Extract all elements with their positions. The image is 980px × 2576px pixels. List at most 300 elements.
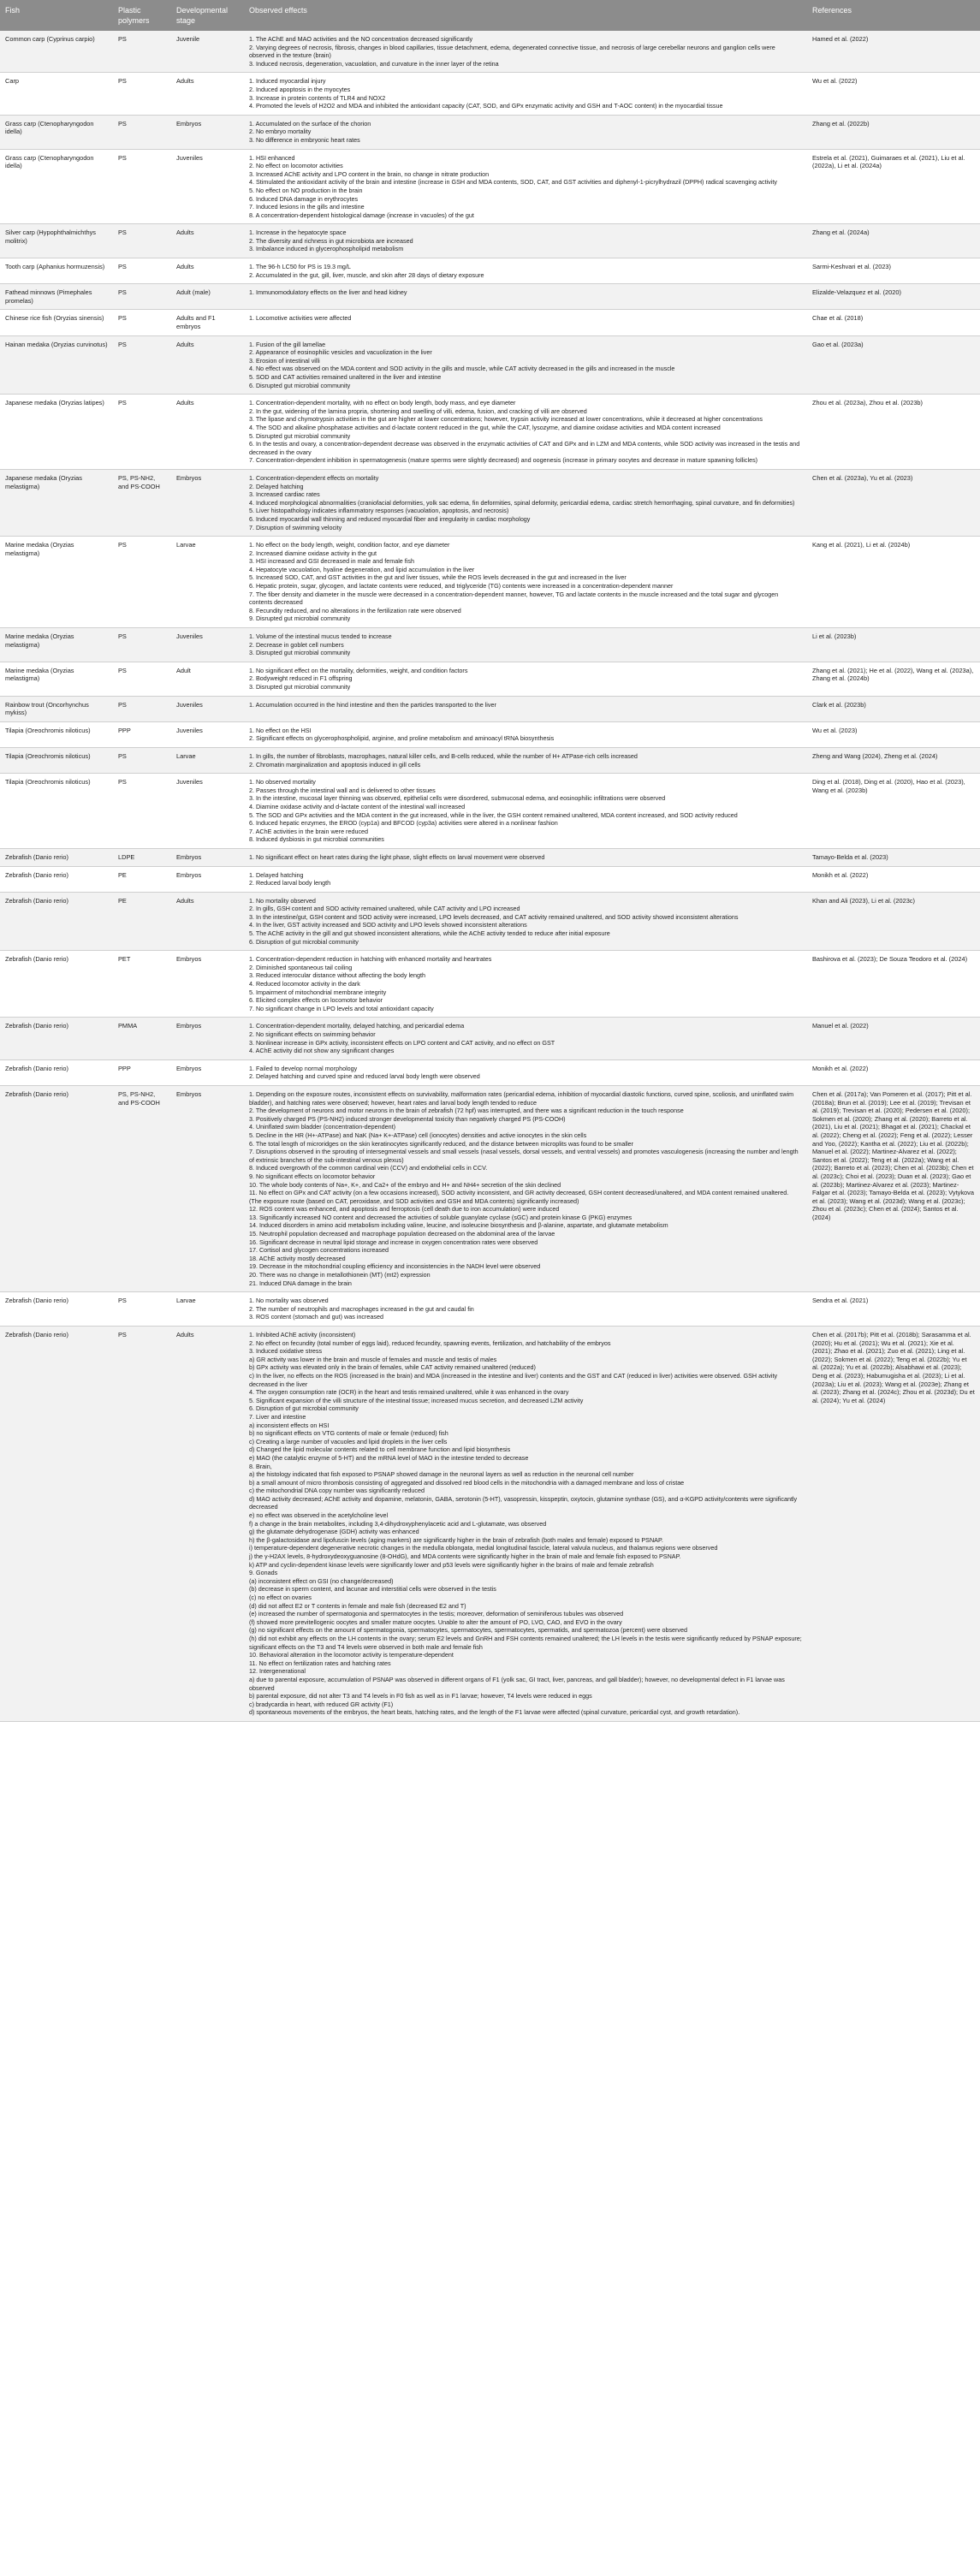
fish-cell: Hainan medaka (Oryzias curvinotus) [0,335,113,395]
stage-cell: Embryos [171,115,244,149]
effect-item: 1. No mortality observed [249,896,316,905]
effect-item: 4. In the liver, GST activity increased and SOD activity and LPO levels showed inconsistent alterations [249,921,527,929]
effect-item: 2. Increased diamine oxidase activity in the gut [249,549,377,557]
effect-item: 7. No significant change in LPO levels and total antioxidant capacity [249,1004,434,1012]
fish-cell: Rainbow trout (Oncorhynchus mykiss) [0,696,113,721]
effect-item: a) GR activity was lower in the brain and muscle of females and muscle and testis of males [249,1355,497,1363]
table-body [0,31,980,1721]
fish-cell: Zebrafish (Danio rerio) [0,1059,113,1085]
stage-cell: Embryos [171,951,244,1018]
references-cell: Zhang et al. (2022b) [807,115,980,149]
fish-cell: Grass carp (Ctenopharyngodon idella) [0,115,113,149]
table-row [0,892,980,951]
fish-cell: Zebrafish (Danio rerio) [0,1327,113,1722]
header-references: References [807,0,980,31]
effect-item: k) ATP and cyclin-dependent kinase levels were significantly lower and p53 levels were significantly higher in the brains of male and female zebrafish [249,1560,654,1569]
fish-cell: Marine medaka (Oryzias melastigma) [0,537,113,628]
polymers-cell: PS [113,395,171,470]
references-cell: Khan and Ali (2023), Li et al. (2023c) [807,892,980,951]
stage-cell: Embryos [171,1018,244,1059]
effects-cell [244,696,807,721]
polymers-cell: PS [113,284,171,310]
effect-item: i) temperature-dependent degenerative necrotic changes in the medulla oblongata, medial longitudinal fascicle, lateral valvula nucleus, and thalamus regions were observed [249,1544,718,1552]
effect-item: 4. Stimulated the antioxidant activity of the brain and intestine (increase in GSH and MDA contents, SOD, CAT, and GST activities and diphenyl-1-picrylhydrazil (DPPH) radical scavenging activity [249,178,777,187]
table-row [0,1085,980,1291]
effects-list [249,701,802,709]
stage-cell: Adults [171,258,244,284]
effect-item: 1. Failed to develop normal morphology [249,1064,358,1072]
polymers-cell: PS [113,696,171,721]
effect-item: 2. Decrease in goblet cell numbers [249,640,344,649]
effect-item: 13. Significantly increased NO content and decreased the activities of soluble guanylate cyclase (sGC) and protein kinase G (PKG) enzymes [249,1213,633,1221]
effect-item: 2. Accumulated in the gut, gill, liver, muscle, and skin after 28 days of dietary exposure [249,270,484,279]
effect-item: 10. The whole body contents of Na+, K+, and Ca2+ of the embryo and H+ and NH4+ secretion of the skin declined [249,1180,561,1189]
polymers-cell: PS [113,115,171,149]
effects-cell [244,284,807,310]
effects-cell [244,310,807,335]
table-row [0,31,980,73]
stage-cell: Adults and F1 embryos [171,310,244,335]
table-row [0,115,980,149]
references-cell: Estrela et al. (2021), Guimaraes et al. (2021), Liu et al. (2022a), Li et al. (2024a) [807,149,980,224]
effect-item: 12. Intergenerational [249,1667,306,1676]
effect-item: (f) showed more previtellogenic oocytes and smaller mature oocytes. Unable to alter the amount of PO, LVO, CAO, and EVO in the ovary [249,1617,622,1626]
effect-item: 4. Induced morphological abnormalities (craniofacial deformities, yolk sac edema, fin deformities, spinal deformity, pericardial edema, cardiac stretch hemorrhaging, spinal curvature, and fin deformities) [249,498,795,507]
effect-item: d) spontaneous movements of the embryos, the heart beats, hatching rates, and the length of the F1 larvae were affected (spinal curvature, pericardial cyst, and growth retardation). [249,1708,740,1717]
effect-item: 4. Uninflated swim bladder (concentration-dependent) [249,1123,396,1131]
references-cell: Tamayo-Belda et al. (2023) [807,848,980,866]
effects-cell [244,662,807,696]
effect-item: 1. No mortality was observed [249,1297,329,1305]
effect-item: 2. Chromatin marginalization and apoptosis induced in gill cells [249,760,421,769]
effect-item: 2. Diminished spontaneous tail coiling [249,963,353,971]
effect-item: 3. ROS content (stomach and gut) was increased [249,1313,384,1321]
effects-list [249,752,802,769]
effect-item: 1. Accumulation occurred in the hind intestine and then the particles transported to the liver [249,700,496,709]
effects-cell [244,31,807,73]
stage-cell: Juvenile [171,31,244,73]
effect-item: 2. In the gut, widening of the lamina propria, shortening and swelling of villi, edema, fusion, and cracking of villi are observed [249,407,587,415]
effect-item: a) due to parental exposure, accumulation of PSNAP was observed in different organs of F1 (yolk sac, GI tract, liver, pancreas, and gall bladder); however, no developmental defect in F1 larvae was observed [249,1675,785,1692]
effect-item: 1. Delayed hatching [249,870,304,879]
effect-item: (e) increased the number of spermatogonia and spermatocytes in the testis; moreover, deformation of seminiferous tubules was observed [249,1610,624,1618]
fish-cell: Chinese rice fish (Oryzias sinensis) [0,310,113,335]
effects-cell [244,747,807,773]
references-cell: Clark et al. (2023b) [807,696,980,721]
effect-item: 1. HSI enhanced [249,153,295,162]
effects-cell [244,115,807,149]
effect-item: a) inconsistent effects on HSI [249,1421,330,1429]
effects-list [249,1022,802,1054]
table-row [0,848,980,866]
stage-cell: Juveniles [171,149,244,224]
stage-cell: Larvae [171,1292,244,1327]
polymers-cell: PS [113,224,171,258]
polymers-cell: PET [113,951,171,1018]
references-cell: Zhang et al. (2024a) [807,224,980,258]
effect-item: 8. Induced overgrowth of the common cardinal vein (CCV) and endothelial cells in CCV. [249,1164,488,1172]
fish-cell: Fathead minnows (Pimephales promelas) [0,284,113,310]
effect-item: (a) inconsistent effect on GSI (no change/decreased) [249,1576,394,1585]
effects-list [249,263,802,279]
polymers-cell: PS [113,335,171,395]
references-cell: Chae et al. (2018) [807,310,980,335]
effect-item: 3. Imbalance induced in glycerophospholipid metabolism [249,245,404,253]
effect-item: 2. Passes through the intestinal wall and is delivered to other tissues [249,786,436,794]
references-cell: Monikh et al. (2022) [807,866,980,892]
fish-cell: Marine medaka (Oryzias melastigma) [0,628,113,662]
polymers-cell: PS [113,1292,171,1327]
effect-item: (c) no effect on ovaries [249,1594,312,1601]
references-cell: Manuel et al. (2022) [807,1018,980,1059]
effect-item: 2. Delayed hatching [249,482,304,490]
effect-item: h) the β-galactosidase and lipofuscin levels (aging markers) are significantly higher in the brain of zebrafish (both males and female) exposed to PSNAP. [249,1535,663,1544]
fish-cell: Marine medaka (Oryzias melastigma) [0,662,113,696]
effect-item: 6. Disruption of gut microbial community [249,937,359,946]
fish-cell: Zebrafish (Danio rerio) [0,866,113,892]
effect-item: 3. Increased cardiac rates [249,490,320,499]
stage-cell: Juveniles [171,774,244,849]
effect-item: 5. Decline in the HR (H+-ATPase) and NaK (Na+ K+-ATPase) cell (ionocytes) densities and active ionocytes in the skin cells [249,1131,587,1139]
effect-item: 3. Induced necrosis, degeneration, vacuolation, and curvature in the inner layer of the retina [249,59,499,68]
polymers-cell: PS [113,662,171,696]
stage-cell: Juveniles [171,721,244,747]
effects-cell [244,774,807,849]
fish-cell: Tilapia (Oreochromis niloticus) [0,747,113,773]
stage-cell: Juveniles [171,628,244,662]
effects-list [249,955,802,1012]
references-cell: Sarmi-Keshvari et al. (2023) [807,258,980,284]
effect-item: 7. AChE activities in the brain were reduced [249,827,369,835]
polymers-cell: PMMA [113,1018,171,1059]
effect-item: 6. Hepatic protein, sugar, glycogen, and lactate contents were reduced, and triglyceride (TG) contents were increased in a concentration-dependent manner [249,582,674,591]
table-row [0,1018,980,1059]
effect-item: 4. The oxygen consumption rate (OCR) in the heart and testis remained unaltered, while it was enhanced in the ovary [249,1388,569,1397]
effect-item: 1. No significant effect on heart rates during the light phase, slight effects on larval movement were observed [249,852,545,861]
effect-item: 2. Delayed hatching and curved spine and reduced larval body length were observed [249,1072,480,1081]
header-stage: Developmental stage [171,0,244,31]
table-row [0,866,980,892]
effect-item: 3. Erosion of intestinal villi [249,356,320,365]
effect-item: c) bradycardia in heart, with reduced GR activity (F1) [249,1700,394,1708]
header-fish: Fish [0,0,113,31]
table-row [0,1292,980,1327]
effects-cell [244,149,807,224]
references-cell: Monikh et al. (2022) [807,1059,980,1085]
references-cell: Elizalde-Velazquez et al. (2020) [807,284,980,310]
effect-item: 20. There was no change in metallothionein (MT) (mt2) expression [249,1271,431,1279]
references-cell: Li et al. (2023b) [807,628,980,662]
fish-cell: Carp [0,73,113,115]
effects-list [249,229,802,253]
polymers-cell: LDPE [113,848,171,866]
fish-cell: Grass carp (Ctenopharyngodon idella) [0,149,113,224]
effects-list [249,541,802,623]
fish-cell: Zebrafish (Danio rerio) [0,1018,113,1059]
header-effects: Observed effects [244,0,807,31]
polymers-cell: PS [113,774,171,849]
effect-item: 11. No effect on GPx and CAT activity (on a few occasions increased), SOD activity inconsistent, and GR activity decreased, GSH content decreased/unaltered, and MDA content remained unaltered. (The exposure route (based on CAT, peroxidase, and SOD activities and GSH and MDA contents) significantly increased) [249,1189,789,1205]
effect-item: 4. Diamine oxidase activity and d-lactate content of the intestinal wall increased [249,802,466,810]
effects-cell [244,224,807,258]
effect-item: 3. Induced oxidative stress [249,1347,323,1356]
effects-list [249,727,802,743]
effects-list [249,35,802,68]
effects-cell [244,1018,807,1059]
fish-cell: Japanese medaka (Oryzias latipes) [0,395,113,470]
effects-list [249,632,802,657]
effect-item: 5. The AChE activity in the gill and gut showed inconsistent alterations, while the AChE activity tended to reduce after initial exposure [249,929,610,938]
effects-list [249,897,802,947]
effect-item: 1. Concentration-dependent mortality, delayed hatching, and pericardial edema [249,1022,465,1030]
effect-item: 1. Increase in the hepatocyte space [249,229,347,237]
fish-cell: Zebrafish (Danio rerio) [0,1292,113,1327]
effect-item: 2. In gills, GSH content and SOD activity remained unaltered, while CAT activity and LPO increased [249,905,520,913]
references-cell: Chen et al. (2017a); Van Pomeren et al. (2017); Pitt et al. (2018a); Brun et al. (2019); Lee et al. (2019); Trevisan et al. (2019); Trevisan et al. (2020); Pedersen et al. (2020); Sokmen et al. (2020); Zhang et al. (2020); Barreto et al. (2021), Liu et al. (2021); Bhagat et al. (2021); Chackal et al. (2022); Cheng et al. (2022); Feng et al. (2022); Lesser and Yoo, (2022); Kantha et al. (2022); Liu et al. (2022b); Manuel et al. (2022); Martinez-Alvarez et al. (2022); Santos et al. (2022); Teng et al. (2022a); Wang et al. (2022); Barreto et al. (2023); Chen et al. (2023b); Chen et al. (2023c); Choi et al. (2023); Duan et al. (2023); Gao et al. (2023b); Martinez-Alvarez et al. (2023); Martinez-Falgar et al. (2023); Tamayo-Belda et al. (2023); Vytykova et al. (2023); Wang et al. (2023d); Wang et al. (2023c); Zhou et al. (2023c); Chen et al. (2024); Santos et al. (2024) [807,1085,980,1291]
effect-item: a) the histology indicated that fish exposed to PSNAP showed damage in the neuronal layers as well as reduction in the neuronal cell number [249,1470,634,1479]
effects-list [249,1297,802,1321]
references-cell: Ding et al. (2018), Ding et al. (2020), Hao et al. (2023), Wang et al. (2023b) [807,774,980,849]
effects-list [249,154,802,220]
header-polymers: Plastic polymers [113,0,171,31]
effect-item: 1. Immunomodulatory effects on the liver and head kidney [249,288,407,297]
table-row [0,395,980,470]
effect-item: 1. Concentration-dependent effects on mortality [249,473,379,482]
effect-item: 1. Locomotive activities were affected [249,314,352,323]
effects-list [249,1331,802,1717]
effect-item: 1. Accumulated on the surface of the chorion [249,119,371,128]
effect-item: b) GPx activity was elevated only in the brain of females, while CAT activity remained unaltered (reduced) [249,1363,536,1372]
effects-cell [244,469,807,536]
effect-item: 18. AChE activity mostly decreased [249,1254,346,1262]
polymers-cell: PS, PS-NH2, and PS-COOH [113,1085,171,1291]
effects-cell [244,537,807,628]
effect-item: c) the mitochondrial DNA copy number was significantly reduced [249,1487,425,1495]
table-row [0,1059,980,1085]
effect-item: e) MAO (the catalytic enzyme of 5-HT) and the mRNA level of MAO in the intestine tended to decrease [249,1453,529,1462]
effect-item: 4. The SOD and alkaline phosphatase activities and d-lactate content reduced in the gut, while the CAT, lysozyme, and diamine oxidase activities and MDA content increased [249,423,721,431]
effect-item: 17. Cortisol and glycogen concentrations increased [249,1246,389,1255]
table-row [0,258,980,284]
effect-item: 11. No effect on fertilization rates and hatching rates [249,1659,391,1667]
effects-list [249,120,802,145]
references-cell: Kang et al. (2021), Li et al. (2024b) [807,537,980,628]
effect-item: 2. No embryo mortality [249,128,312,136]
effect-item: 3. HSI increased and GSI decreased in male and female fish [249,557,414,566]
stage-cell: Juveniles [171,696,244,721]
effect-item: 5. Significant expansion of the villi structure of the intestinal tissue; increased mucus secretion, and decreased LZM activity [249,1396,584,1404]
effect-item: (b) decrease in sperm content, and lacunae and interstitial cells were observed in the testis [249,1585,496,1594]
effect-item: j) the γ-H2AX levels, 8-hydroxydeoxyguanosine (8-OHdG), and MDA contents were significantly higher in the brain of male and female fish exposed to PSNAP. [249,1552,681,1561]
stage-cell: Embryos [171,1059,244,1085]
effects-cell [244,335,807,395]
effect-item: 8. A concentration-dependent histological damage (increase in vacuoles) of the gut [249,211,474,219]
effect-item: 1. Concentration-dependent mortality, with no effect on body length, body mass, and eye diameter [249,399,516,407]
effect-item: b) a small amount of micro thrombosis consisting of aggregated and dissolved red blood cells in the mitochondria with a damaged membrane and loss of cristae [249,1478,685,1487]
fish-cell: Japanese medaka (Oryzias melastigma) [0,469,113,536]
fish-cell: Common carp (Cyprinus carpio) [0,31,113,73]
table-row [0,73,980,115]
references-cell: Wu et al. (2023) [807,721,980,747]
polymers-cell: PE [113,866,171,892]
effect-item: 10. Behavioral alteration in the locomotor activity is temperature-dependent [249,1651,454,1659]
stage-cell: Adults [171,395,244,470]
header-row [0,0,980,31]
effect-item: 3. Nonlinear increase in GPx activity, inconsistent effects on LPO content and CAT activity, and no effect on GST [249,1038,555,1047]
stage-cell: Adults [171,335,244,395]
effect-item: 5. Impairment of mitochondrial membrane integrity [249,988,387,996]
table-row [0,662,980,696]
polymers-cell: PS [113,31,171,73]
effect-item: 1. Inhibited AChE activity (inconsistent) [249,1331,356,1338]
polymers-cell: PS [113,537,171,628]
effect-item: 5. The SOD and GPx activities and the MDA content in the gut increased, while in the liver, the GSH content remained unaltered, MDA content increased, and SOD activity reduced [249,810,738,819]
effect-item: c) Creating a large number of vacuoles and lipid droplets in the liver cells [249,1437,448,1445]
table-row [0,310,980,335]
effect-item: (g) no significant effects on the amount of spermatogonia, spermatocytes, spermatocytes, spermatocytes, spermatids, and spermatozoa (percent) were observed [249,1626,688,1635]
effect-item: e) no effect was observed in the acetylcholine level [249,1511,389,1520]
effect-item: 15. Neutrophil population decreased and macrophage population decreased on the abdominal area of the larvae [249,1230,555,1238]
effects-cell [244,258,807,284]
polymers-cell: PS [113,310,171,335]
stage-cell: Larvae [171,747,244,773]
effect-item: 7. Disruption of swimming velocity [249,523,342,531]
effects-cell [244,951,807,1018]
effect-item: 5. No effect on NO production in the brain [249,186,363,194]
polymers-cell: PS [113,1327,171,1722]
effects-list [249,1090,802,1287]
effect-item: 6. Induced myocardial wall thinning and reduced myocardial fiber and irregularity in cardiac morphology [249,514,531,523]
effect-item: 6. Disruption of gut microbial community [249,1404,359,1413]
effects-list [249,77,802,110]
references-cell: Bashirova et al. (2023); De Souza Teodoro et al. (2024) [807,951,980,1018]
table-row [0,537,980,628]
effect-item: 5. Liver histopathology indicates inflammatory responses (vacuolation, apoptosis, and necrosis) [249,507,509,515]
fish-cell: Tilapia (Oreochromis niloticus) [0,774,113,849]
effect-item: 6. Disrupted gut microbial community [249,381,351,389]
references-cell: Zhou et al. (2023a), Zhou et al. (2023b) [807,395,980,470]
stage-cell: Adults [171,224,244,258]
table-row [0,774,980,849]
effect-item: 3. No difference in embryonic heart rates [249,135,360,144]
references-cell: Gao et al. (2023a) [807,335,980,395]
effects-cell [244,1085,807,1291]
effect-item: c) In the liver, no effects on the ROS (increased in the brain) and MDA (increased in the intestine and liver) contents and the GST and CAT (reduced in liver) activities were observed. GSH activity decreased in the liver [249,1371,778,1388]
effect-item: 6. Elicited complex effects on locomotor behavior [249,996,383,1005]
effect-item: 2. The development of neurons and motor neurons in the brain of zebrafish (72 hpf) was interrupted, and there was a significant reduction in the touch response [249,1107,684,1115]
effect-item: 6. Induced DNA damage in erythrocytes [249,194,359,203]
effects-list [249,399,802,465]
effects-cell [244,395,807,470]
effect-item: 9. No significant effects on locomotor behavior [249,1172,376,1180]
effect-item: 4. No effect was observed on the MDA content and SOD activity in the gills and muscle, while CAT activity decreased in the gills and increased in the muscle [249,365,675,373]
effects-list [249,474,802,531]
stage-cell: Embryos [171,1085,244,1291]
stage-cell: Adult (male) [171,284,244,310]
effect-item: 3. Reduced interocular distance without affecting the body length [249,971,426,980]
table-row [0,747,980,773]
effect-item: 3. In the intestine, mucosal layer thinning was observed, epithelial cells were disordered, submucosal edema, and eosinophilic infiltrations were observed [249,794,666,803]
effect-item: 2. The diversity and richness in gut microbiota are increased [249,236,413,245]
effect-item: 14. Induced disorders in amino acid metabolism including valine, leucine, and isoleucine biosynthesis and β-alanine, aspartate, and glutamate metabolism [249,1221,668,1230]
effects-cell [244,1327,807,1722]
polymers-cell: PS, PS-NH2, and PS-COOH [113,469,171,536]
fish-cell: Tilapia (Oreochromis niloticus) [0,721,113,747]
stage-cell: Adults [171,892,244,951]
effect-item: 3. In the intestine/gut, GSH content and SOD activity were increased, LPO levels decreased, and CAT activity remained unaltered, and SOD activity showed inconsistent alterations [249,912,739,921]
effect-item: 7. Concentration-dependent inhibition in spermatogenesis (mature sperms were slightly decreased) and oogenesis (increase in primary oocytes and decrease in mature spawning follicles) [249,456,758,465]
effect-item: (d) did not affect E2 or T contents in female and male fish (decreased E2 and T) [249,1601,466,1610]
effect-item: 3. Increased AChE activity and LPO content in the brain, no change in nitrate production [249,169,490,178]
effect-item: 21. Induced DNA damage in the brain [249,1279,352,1287]
effect-item: 8. Induced dysbiosis in gut microbial communities [249,835,384,844]
effect-item: 7. Disruptions observed in the sprouting of intersegmental vessels and small vessels (nasal vessels, dorsal vessels, and ventral vessels) and promotes vasculogenesis (increasing the number and length of extrinsic branches of the sub-intestinal venous plexus) [249,1148,799,1164]
effect-item: (h) did not exhibit any effects on the LH contents in the ovary; serum E2 levels and GnRH and FSH contents remained unaltered; the LH levels in the testis were significantly reduced by PSNAP exposure; significant effects on the T3 and T4 levels were observed in both male and female fish [249,1634,802,1651]
effects-cell [244,73,807,115]
effect-item: 8. Brain, [249,1462,272,1470]
polymers-cell: PS [113,747,171,773]
effects-cell [244,721,807,747]
effect-item: 1. Depending on the exposure routes, inconsistent effects on survivability, malformation rates (pericardial edema, inhibition of myocardial diastolic functions, curved spine, scoliosis, and uninflated swim bladder), and hatching rates were observed; however, heart rates and larval body length tended to reduce [249,1089,794,1107]
effect-item: 5. Disrupted gut microbial community [249,431,351,440]
effect-item: 19. Decrease in the mitochondrial coupling efficiency and inconsistencies in the NADH level were observed [249,1262,541,1271]
table-row [0,149,980,224]
effect-item: 2. Induced apoptosis in the myocytes [249,85,351,93]
effect-item: b) parental exposure, did not alter T3 and T4 levels in F0 fish as well as in F1 larvae; however, T4 levels were reduced in eggs [249,1692,592,1701]
stage-cell: Adults [171,1327,244,1722]
polymers-cell: PE [113,892,171,951]
table-row [0,696,980,721]
effect-item: 5. Increased SOD, CAT, and GST activities in the gut and liver tissues, while the ROS levels decreased in the gut and increased in the liver [249,573,627,582]
effects-cell [244,1059,807,1085]
effect-item: 6. In the testis and ovary, a concentration-dependent decrease was observed in the enzymatic activities of CAT and GPx and in LZM and MDA contents, while SOD activity was increased in the testis and decreased in the ovary [249,440,800,456]
effect-item: 9. Disrupted gut microbial community [249,614,351,623]
table-row [0,721,980,747]
effects-list [249,853,802,862]
effect-item: g) the glutamate dehydrogenase (GDH) activity was enhanced [249,1528,419,1536]
effect-item: 16. Significant decrease in neutral lipid storage and increase in oxygen concentration rates were observed [249,1238,538,1246]
effect-item: 2. Bodyweight reduced in F1 offspring [249,674,353,683]
effects-list [249,288,802,297]
effect-item: 3. Positively charged PS (PS-NH2) induced stronger developmental toxicity than negatively charged PS (PS-COOH) [249,1114,566,1123]
effect-item: 2. Significant effects on glycerophospholipid, arginine, and proline metabolism and aminoacyl tRNA biosynthesis [249,734,555,743]
effect-item: 12. ROS content was enhanced, and apoptosis and ferroptosis (cell death due to iron accumulation) were induced [249,1205,560,1214]
effect-item: 2. The number of neutrophils and macrophages increased in the gut and caudal fin [249,1304,474,1313]
effects-cell [244,866,807,892]
effects-cell [244,892,807,951]
fish-cell: Zebrafish (Danio rerio) [0,892,113,951]
effect-item: 2. Reduced larval body length [249,879,331,887]
effects-list [249,341,802,390]
stage-cell: Embryos [171,469,244,536]
table-row [0,224,980,258]
fish-cell: Zebrafish (Danio rerio) [0,951,113,1018]
effects-cell [244,628,807,662]
fish-cell: Zebrafish (Danio rerio) [0,1085,113,1291]
stage-cell: Adult [171,662,244,696]
references-cell: Zhang et al. (2021); He et al. (2022), Wang et al. (2023a), Zhang et al. (2024b) [807,662,980,696]
effect-item: b) no significant effects on VTG contents of male or female (reduced) fish [249,1429,448,1438]
effect-item: f) a change in the brain metabolites, including 3,4-dihydroxyphenylacetic acid and L-glutamate, was observed [249,1519,547,1528]
fish-cell: Tooth carp (Aphanius hormuzensis) [0,258,113,284]
effects-list [249,778,802,844]
effect-item: 4. Reduced locomotor activity in the dark [249,980,360,988]
effect-item: 3. The lipase and chymotrypsin activities in the gut are higher at lower concentrations; however, trypsin activity increased at lower concentrations, while it decreased at higher concentrations [249,415,763,424]
effects-cell [244,1292,807,1327]
stage-cell: Larvae [171,537,244,628]
effect-item: 8. Fecundity reduced, and no alterations in the fertilization rate were observed [249,606,461,614]
table-row [0,469,980,536]
